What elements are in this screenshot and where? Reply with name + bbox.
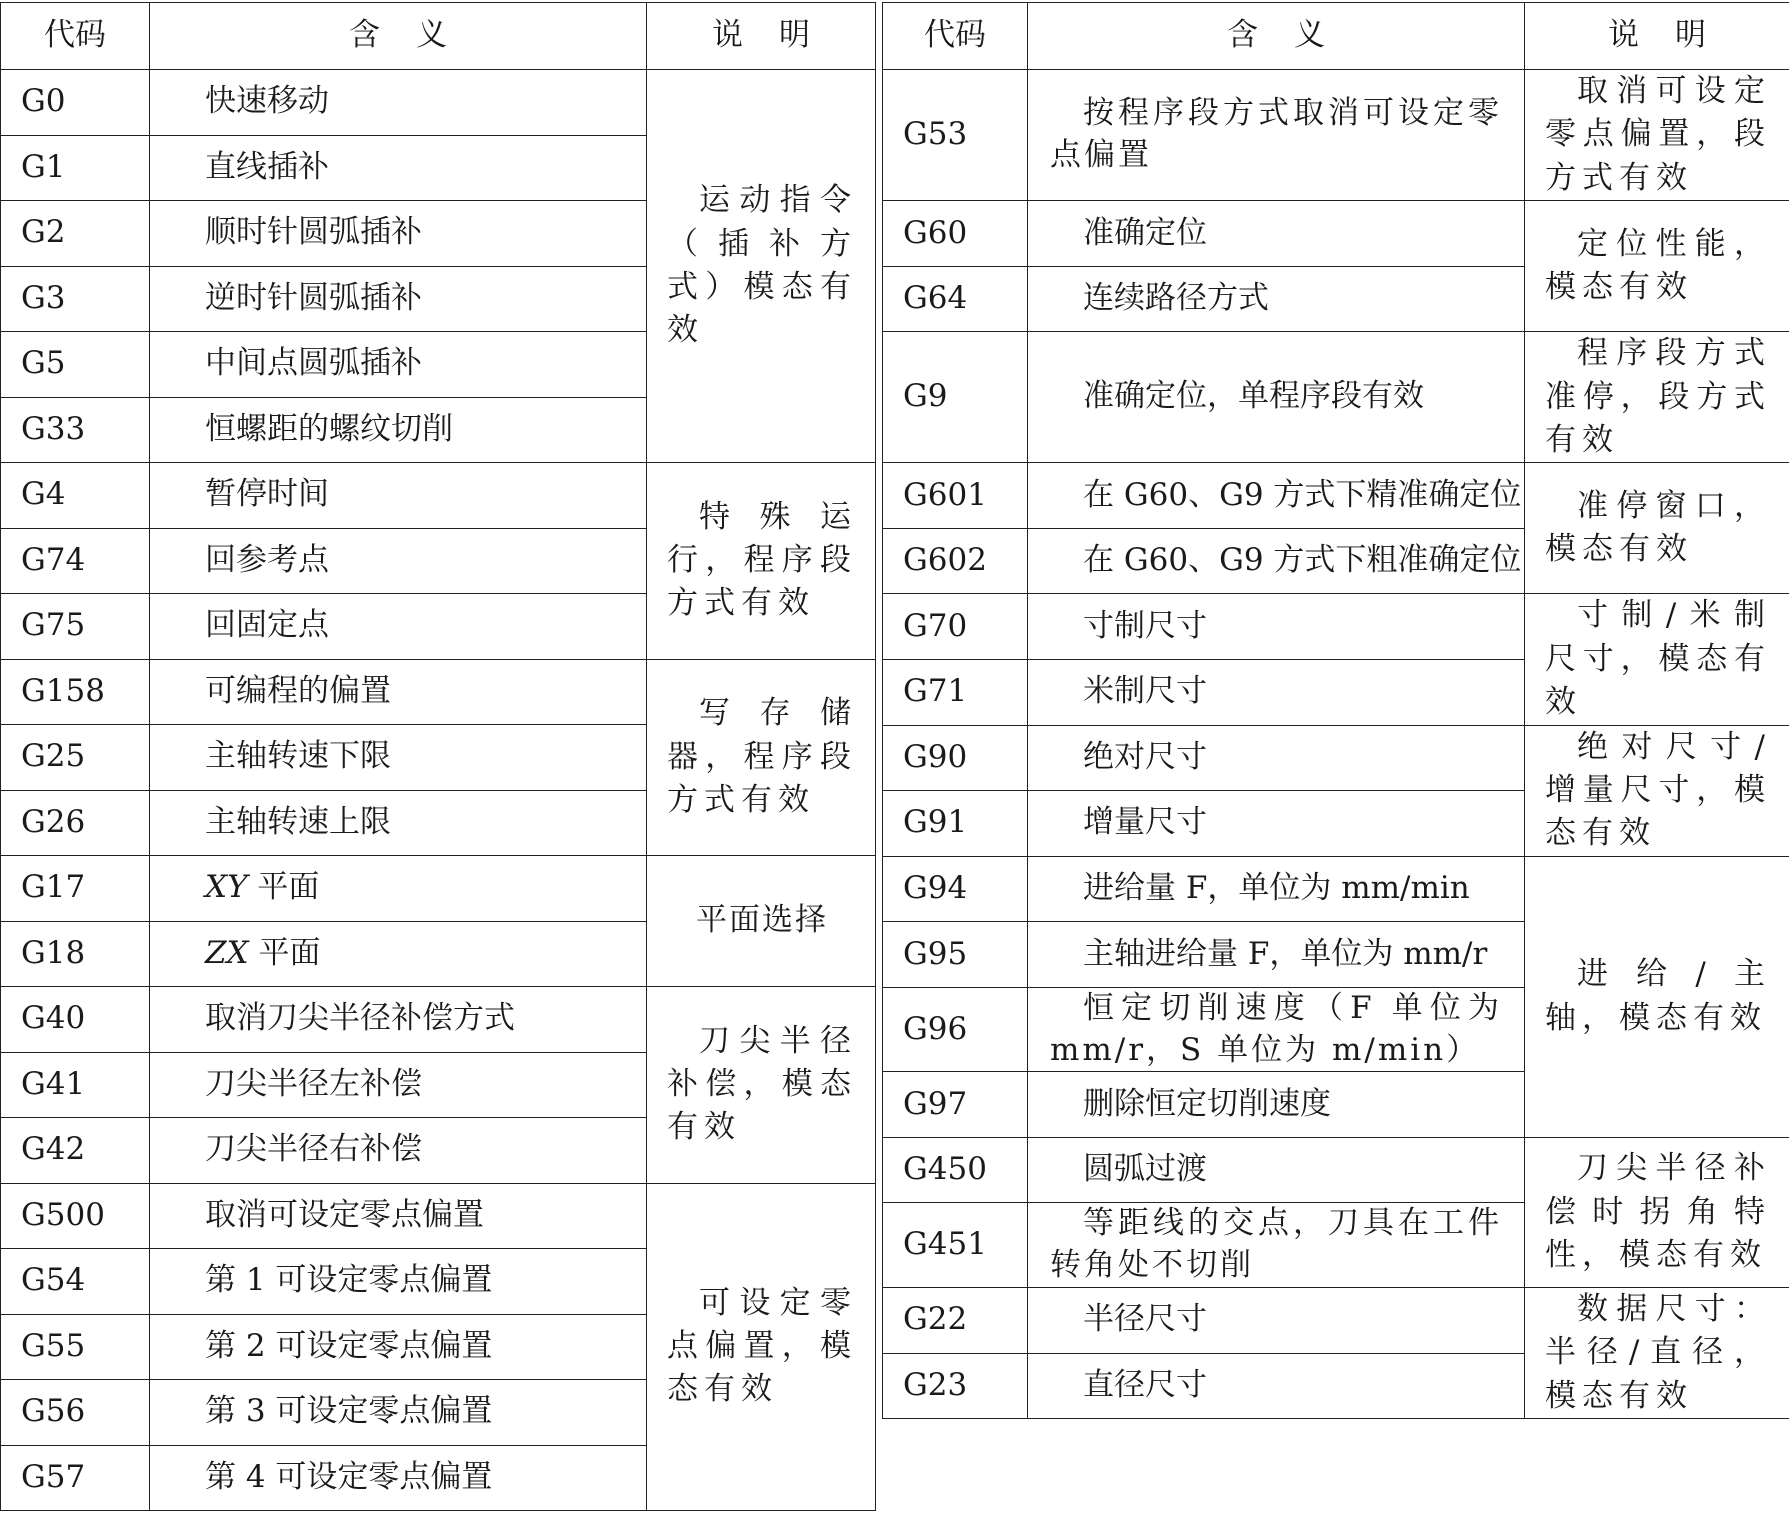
code-cell: G75 — [1, 594, 150, 660]
meaning-cell: 取消刀尖半径补偿方式 — [150, 987, 647, 1053]
code-cell: G450 — [883, 1137, 1028, 1203]
header-code: 代码 — [883, 3, 1028, 70]
code-cell: G95 — [883, 922, 1028, 988]
note-cell-memory: 写存储器，程序段方式有效 — [647, 659, 876, 856]
meaning-cell: 半径尺寸 — [1028, 1288, 1525, 1354]
code-cell: G601 — [883, 463, 1028, 529]
code-cell: G18 — [1, 921, 150, 987]
note-cell-exact-stop: 程序段方式准停，段方式有效 — [1525, 332, 1789, 463]
meaning-cell: 回参考点 — [150, 528, 647, 594]
header-meaning: 含义 — [1028, 3, 1525, 70]
note-cell-radius-comp: 刀尖半径补偿，模态有效 — [647, 987, 876, 1184]
note-cell-special: 特殊运行，程序段方式有效 — [647, 463, 876, 660]
code-cell: G64 — [883, 266, 1028, 332]
code-cell: G602 — [883, 528, 1028, 594]
header-note: 说明 — [647, 3, 876, 70]
code-cell: G451 — [883, 1203, 1028, 1288]
code-cell: G57 — [1, 1445, 150, 1511]
meaning-cell: 在 G60、G9 方式下粗准确定位 — [1028, 528, 1525, 594]
code-cell: G40 — [1, 987, 150, 1053]
table-row — [883, 725, 1789, 791]
meaning-cell: 主轴进给量 F，单位为 mm/r — [1028, 922, 1525, 988]
table-row — [1, 856, 876, 922]
code-cell: G23 — [883, 1353, 1028, 1419]
code-cell: G42 — [1, 1118, 150, 1184]
meaning-cell: 暂停时间 — [150, 463, 647, 529]
table-row — [883, 463, 1789, 529]
note-cell-inch-metric: 寸制/米制尺寸，模态有效 — [1525, 594, 1789, 725]
note-cell-stop-window: 准停窗口，模态有效 — [1525, 463, 1789, 594]
code-cell: G25 — [1, 725, 150, 791]
meaning-cell: 可编程的偏置 — [150, 659, 647, 725]
meaning-cell: 回固定点 — [150, 594, 647, 660]
meaning-cell: 直径尺寸 — [1028, 1353, 1525, 1419]
code-cell: G96 — [883, 987, 1028, 1072]
meaning-cell: 等距线的交点，刀具在工件转角处不切削 — [1028, 1203, 1525, 1288]
left-g-code-table — [0, 2, 876, 1511]
code-cell: G0 — [1, 70, 150, 136]
code-cell: G1 — [1, 135, 150, 201]
meaning-cell: 圆弧过渡 — [1028, 1137, 1525, 1203]
meaning-cell: 顺时针圆弧插补 — [150, 201, 647, 267]
code-cell: G97 — [883, 1072, 1028, 1138]
meaning-cell: 进给量 F，单位为 mm/min — [1028, 856, 1525, 922]
plane-axis-label: XY — [205, 869, 248, 906]
code-cell: G56 — [1, 1380, 150, 1446]
note-cell-plane: 平面选择 — [647, 856, 876, 987]
code-cell: G90 — [883, 725, 1028, 791]
meaning-cell: 直线插补 — [150, 135, 647, 201]
code-cell: G55 — [1, 1314, 150, 1380]
code-cell: G41 — [1, 1052, 150, 1118]
table-row — [883, 594, 1789, 660]
note-cell-motion: 运动指令（插补方式）模态有效 — [647, 70, 876, 463]
header-note: 说明 — [1525, 3, 1789, 70]
code-cell: G33 — [1, 397, 150, 463]
table-row — [1, 1183, 876, 1249]
note-cell-g53: 取消可设定零点偏置，段方式有效 — [1525, 70, 1789, 201]
note-cell-abs-inc: 绝对尺寸/增量尺寸，模态有效 — [1525, 725, 1789, 856]
meaning-cell: 主轴转速下限 — [150, 725, 647, 791]
code-cell: G22 — [883, 1288, 1028, 1354]
table-row — [1, 70, 876, 136]
code-cell: G91 — [883, 791, 1028, 857]
code-cell: G54 — [1, 1249, 150, 1315]
code-cell: G60 — [883, 201, 1028, 267]
meaning-cell: 绝对尺寸 — [1028, 725, 1525, 791]
meaning-cell: 增量尺寸 — [1028, 791, 1525, 857]
meaning-cell: 连续路径方式 — [1028, 266, 1525, 332]
meaning-cell: 取消可设定零点偏置 — [150, 1183, 647, 1249]
right-header-row — [883, 3, 1789, 70]
meaning-cell: 删除恒定切削速度 — [1028, 1072, 1525, 1138]
meaning-cell: 刀尖半径右补偿 — [150, 1118, 647, 1184]
plane-suffix: 平面 — [247, 869, 320, 906]
code-cell: G158 — [1, 659, 150, 725]
note-cell-zero-offset: 可设定零点偏置，模态有效 — [647, 1183, 876, 1511]
meaning-cell: 米制尺寸 — [1028, 659, 1525, 725]
plane-axis-label: ZX — [205, 934, 249, 971]
table-row — [1, 987, 876, 1053]
code-cell: G53 — [883, 70, 1028, 201]
note-cell-corner: 刀尖半径补偿时拐角特性，模态有效 — [1525, 1137, 1789, 1287]
table-row — [883, 201, 1789, 267]
table-row — [883, 1288, 1789, 1354]
meaning-cell: 恒螺距的螺纹切削 — [150, 397, 647, 463]
note-cell-radius-diameter: 数据尺寸：半径/直径，模态有效 — [1525, 1288, 1789, 1419]
plane-suffix: 平面 — [248, 934, 321, 971]
meaning-cell: 准确定位，单程序段有效 — [1028, 332, 1525, 463]
meaning-cell: 按程序段方式取消可设定零点偏置 — [1028, 70, 1525, 201]
meaning-cell: 在 G60、G9 方式下精准确定位 — [1028, 463, 1525, 529]
meaning-cell — [150, 856, 647, 922]
meaning-cell: 第 4 可设定零点偏置 — [150, 1445, 647, 1511]
code-cell: G2 — [1, 201, 150, 267]
code-cell: G70 — [883, 594, 1028, 660]
code-cell: G4 — [1, 463, 150, 529]
code-cell: G5 — [1, 332, 150, 398]
code-cell: G3 — [1, 266, 150, 332]
meaning-cell: 恒定切削速度（F 单位为 mm/r，S 单位为 m/min） — [1028, 987, 1525, 1072]
meaning-cell: 第 3 可设定零点偏置 — [150, 1380, 647, 1446]
code-cell: G74 — [1, 528, 150, 594]
header-code: 代码 — [1, 3, 150, 70]
left-header-row — [1, 3, 876, 70]
meaning-cell: 逆时针圆弧插补 — [150, 266, 647, 332]
note-cell-positioning: 定位性能，模态有效 — [1525, 201, 1789, 332]
code-cell: G26 — [1, 790, 150, 856]
header-meaning: 含义 — [150, 3, 647, 70]
meaning-cell: 第 1 可设定零点偏置 — [150, 1249, 647, 1315]
meaning-cell — [150, 921, 647, 987]
meaning-cell: 第 2 可设定零点偏置 — [150, 1314, 647, 1380]
right-g-code-table — [882, 2, 1789, 1419]
table-row — [1, 659, 876, 725]
table-row — [883, 1137, 1789, 1203]
meaning-cell: 快速移动 — [150, 70, 647, 136]
code-cell: G9 — [883, 332, 1028, 463]
code-cell: G17 — [1, 856, 150, 922]
note-cell-feed-spindle: 进给/主轴，模态有效 — [1525, 856, 1789, 1137]
meaning-cell: 刀尖半径左补偿 — [150, 1052, 647, 1118]
table-row — [883, 856, 1789, 922]
meaning-cell: 中间点圆弧插补 — [150, 332, 647, 398]
code-cell: G71 — [883, 659, 1028, 725]
code-cell: G94 — [883, 856, 1028, 922]
code-cell: G500 — [1, 1183, 150, 1249]
meaning-cell: 准确定位 — [1028, 201, 1525, 267]
table-row — [1, 463, 876, 529]
meaning-cell: 寸制尺寸 — [1028, 594, 1525, 660]
meaning-cell: 主轴转速上限 — [150, 790, 647, 856]
